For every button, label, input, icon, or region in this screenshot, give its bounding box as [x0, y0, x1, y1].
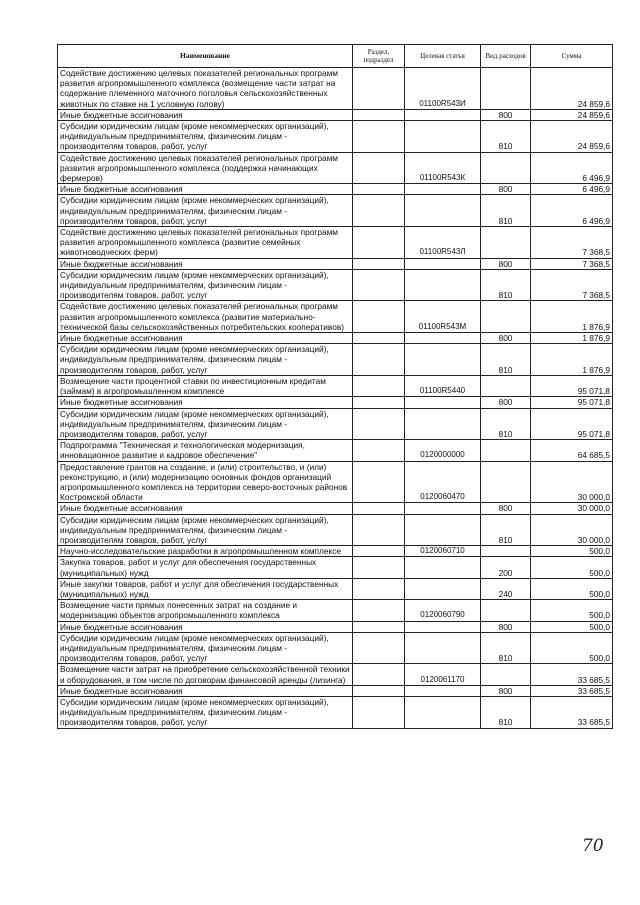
cell-sum: 30 000,0	[531, 514, 613, 546]
table-row	[58, 152, 613, 184]
cell-name: Иные бюджетные ассигнования	[58, 333, 353, 344]
cell-sum: 33 685,5	[531, 685, 613, 696]
cell-name: Субсидии юридическим лицам (кроме некоммерческих организаций), индивидуальным предпринимателям, физическим лицам - производителям товаров, работ, услуг	[58, 344, 353, 376]
cell-section	[353, 503, 405, 514]
cell-kind: 800	[481, 258, 531, 269]
header-section: Раздел, подраздел	[353, 45, 405, 68]
cell-section	[353, 514, 405, 546]
table-row	[58, 440, 613, 461]
cell-section	[353, 461, 405, 503]
cell-kind: 810	[481, 344, 531, 376]
cell-article	[405, 685, 481, 696]
table-row	[58, 344, 613, 376]
cell-article	[405, 344, 481, 376]
cell-sum: 24 859,6	[531, 68, 613, 110]
cell-section	[353, 269, 405, 301]
cell-sum: 95 071,8	[531, 375, 613, 396]
cell-section	[353, 578, 405, 599]
cell-sum: 24 859,6	[531, 121, 613, 153]
cell-kind	[481, 546, 531, 557]
table-row	[58, 546, 613, 557]
cell-section	[353, 152, 405, 184]
table-row	[58, 503, 613, 514]
cell-article: 0120061170	[405, 664, 481, 685]
cell-kind	[481, 227, 531, 259]
cell-name: Иные бюджетные ассигнования	[58, 184, 353, 195]
cell-name: Подпрограмма "Техническая и технологическая модернизация, инновационное развитие и кадровое обеспечение"	[58, 440, 353, 461]
cell-name: Субсидии юридическим лицам (кроме некоммерческих организаций), индивидуальным предпринимателям, физическим лицам - производителям товаров, работ, услуг	[58, 408, 353, 440]
cell-kind: 810	[481, 696, 531, 728]
cell-article	[405, 269, 481, 301]
table-row	[58, 578, 613, 599]
table-row	[58, 557, 613, 578]
cell-name: Возмещение части затрат на приобретение сельскохозяйственной техники и оборудования, в том числе по договорам финансовой аренды (лизинга)	[58, 664, 353, 685]
table-row	[58, 375, 613, 396]
cell-kind	[481, 375, 531, 396]
cell-section	[353, 227, 405, 259]
header-article: Целевая статья	[405, 45, 481, 68]
cell-sum: 7 368,5	[531, 258, 613, 269]
cell-kind: 800	[481, 333, 531, 344]
cell-article	[405, 632, 481, 664]
cell-name: Возмещение части процентной ставки по инвестиционным кредитам (займам) в агропромышленном комплексе	[58, 375, 353, 396]
page-number: 70	[582, 836, 604, 856]
header-sum: Сумма	[531, 45, 613, 68]
cell-section	[353, 557, 405, 578]
cell-kind: 810	[481, 632, 531, 664]
cell-name: Содействие достижению целевых показателей региональных программ развития агропромышленного комплекса (возмещение части затрат на содержание племенного маточного поголовья сельскохозяйственных животных по ставке на 1 условную голову)	[58, 68, 353, 110]
cell-sum: 500,0	[531, 578, 613, 599]
cell-kind: 810	[481, 121, 531, 153]
cell-name: Иные бюджетные ассигнования	[58, 621, 353, 632]
table-row	[58, 600, 613, 621]
cell-sum: 1 876,9	[531, 344, 613, 376]
cell-section	[353, 546, 405, 557]
table-row	[58, 397, 613, 408]
cell-section	[353, 440, 405, 461]
cell-article	[405, 621, 481, 632]
table-row	[58, 621, 613, 632]
cell-sum: 500,0	[531, 621, 613, 632]
cell-kind: 200	[481, 557, 531, 578]
cell-article	[405, 258, 481, 269]
cell-sum: 7 368,5	[531, 269, 613, 301]
cell-sum: 33 685,5	[531, 696, 613, 728]
cell-kind: 810	[481, 195, 531, 227]
cell-kind	[481, 301, 531, 333]
cell-kind	[481, 461, 531, 503]
cell-section	[353, 258, 405, 269]
cell-section	[353, 408, 405, 440]
cell-section	[353, 121, 405, 153]
cell-name: Иные бюджетные ассигнования	[58, 685, 353, 696]
cell-sum: 30 000,0	[531, 461, 613, 503]
cell-article	[405, 557, 481, 578]
cell-section	[353, 685, 405, 696]
cell-kind: 800	[481, 397, 531, 408]
cell-section	[353, 333, 405, 344]
cell-kind: 800	[481, 184, 531, 195]
cell-section	[353, 68, 405, 110]
table-row	[58, 514, 613, 546]
cell-section	[353, 632, 405, 664]
cell-article: 01100R543М	[405, 301, 481, 333]
header-kind: Вид расходов	[481, 45, 531, 68]
cell-section	[353, 109, 405, 120]
cell-name: Содействие достижению целевых показателей региональных программ развития агропромышленного комплекса (развитие семейных животноводческих ферм)	[58, 227, 353, 259]
cell-name: Иные бюджетные ассигнования	[58, 397, 353, 408]
cell-sum: 7 368,5	[531, 227, 613, 259]
cell-name: Иные бюджетные ассигнования	[58, 258, 353, 269]
cell-section	[353, 184, 405, 195]
cell-kind	[481, 68, 531, 110]
cell-article: 01100R543Л	[405, 227, 481, 259]
cell-section	[353, 696, 405, 728]
cell-kind: 800	[481, 621, 531, 632]
cell-name: Субсидии юридическим лицам (кроме некоммерческих организаций), индивидуальным предпринимателям, физическим лицам - производителям товаров, работ, услуг	[58, 632, 353, 664]
cell-kind: 800	[481, 685, 531, 696]
cell-section	[353, 301, 405, 333]
cell-name: Предоставление грантов на создание, и (или) строительство, и (или) реконструкцию, и (или) модернизацию основных фондов организаций агропромышленного комплекса на территории северо-восточных районов Костромской области	[58, 461, 353, 503]
cell-sum: 1 876,9	[531, 301, 613, 333]
cell-name: Субсидии юридическим лицам (кроме некоммерческих организаций), индивидуальным предпринимателям, физическим лицам - производителям товаров, работ, услуг	[58, 696, 353, 728]
cell-sum: 500,0	[531, 546, 613, 557]
cell-article	[405, 503, 481, 514]
cell-article	[405, 184, 481, 195]
cell-section	[353, 397, 405, 408]
table-row	[58, 685, 613, 696]
cell-article: 0120060470	[405, 461, 481, 503]
table-row	[58, 68, 613, 110]
cell-kind: 810	[481, 514, 531, 546]
cell-sum: 6 496,9	[531, 152, 613, 184]
cell-article	[405, 195, 481, 227]
cell-section	[353, 621, 405, 632]
cell-sum: 33 685,5	[531, 664, 613, 685]
table-row	[58, 301, 613, 333]
cell-kind	[481, 440, 531, 461]
cell-name: Возмещение части прямых понесенных затрат на создание и модернизацию объектов агропромышленного комплекса	[58, 600, 353, 621]
cell-name: Иные закупки товаров, работ и услуг для обеспечения государственных (муниципальных) нужд	[58, 578, 353, 599]
cell-article: 01100R543К	[405, 152, 481, 184]
header-name: Наименование	[58, 45, 353, 68]
cell-article: 01100R543И	[405, 68, 481, 110]
cell-name: Иные бюджетные ассигнования	[58, 503, 353, 514]
table-row	[58, 333, 613, 344]
cell-name: Содействие достижению целевых показателей региональных программ развития агропромышленного комплекса (поддержка начинающих фермеров)	[58, 152, 353, 184]
cell-kind	[481, 600, 531, 621]
cell-sum: 30 000,0	[531, 503, 613, 514]
table-row	[58, 696, 613, 728]
budget-table	[57, 44, 613, 729]
table-row	[58, 269, 613, 301]
cell-kind: 800	[481, 109, 531, 120]
cell-name: Субсидии юридическим лицам (кроме некоммерческих организаций), индивидуальным предпринимателям, физическим лицам - производителям товаров, работ, услуг	[58, 514, 353, 546]
cell-article: 0120060710	[405, 546, 481, 557]
cell-section	[353, 375, 405, 396]
cell-name: Содействие достижению целевых показателей региональных программ развития агропромышленного комплекса (развитие материально-технической базы сельскохозяйственных потребительских кооперативов)	[58, 301, 353, 333]
cell-article: 0120000000	[405, 440, 481, 461]
cell-name: Закупка товаров, работ и услуг для обеспечения государственных (муниципальных) нужд	[58, 557, 353, 578]
table-body	[58, 68, 613, 729]
cell-sum: 95 071,8	[531, 408, 613, 440]
cell-section	[353, 344, 405, 376]
cell-sum: 500,0	[531, 600, 613, 621]
cell-article	[405, 109, 481, 120]
table-row	[58, 121, 613, 153]
table-row	[58, 408, 613, 440]
cell-section	[353, 195, 405, 227]
cell-section	[353, 664, 405, 685]
cell-kind	[481, 152, 531, 184]
cell-article	[405, 121, 481, 153]
cell-sum: 500,0	[531, 557, 613, 578]
cell-sum: 24 859,6	[531, 109, 613, 120]
cell-article: 01100R5440	[405, 375, 481, 396]
header-row	[58, 45, 613, 68]
cell-sum: 64 685,5	[531, 440, 613, 461]
cell-sum: 6 496,9	[531, 184, 613, 195]
table-row	[58, 184, 613, 195]
table-row	[58, 195, 613, 227]
cell-name: Иные бюджетные ассигнования	[58, 109, 353, 120]
cell-section	[353, 600, 405, 621]
table-row	[58, 109, 613, 120]
cell-article	[405, 408, 481, 440]
table-row	[58, 632, 613, 664]
cell-kind: 240	[481, 578, 531, 599]
cell-article	[405, 333, 481, 344]
cell-kind: 800	[481, 503, 531, 514]
cell-sum: 500,0	[531, 632, 613, 664]
cell-kind: 810	[481, 269, 531, 301]
cell-name: Субсидии юридическим лицам (кроме некоммерческих организаций), индивидуальным предпринимателям, физическим лицам - производителям товаров, работ, услуг	[58, 195, 353, 227]
cell-article	[405, 578, 481, 599]
cell-sum: 95 071,8	[531, 397, 613, 408]
table-row	[58, 461, 613, 503]
cell-article	[405, 514, 481, 546]
table-row	[58, 227, 613, 259]
cell-sum: 6 496,9	[531, 195, 613, 227]
cell-sum: 1 876,9	[531, 333, 613, 344]
cell-name: Субсидии юридическим лицам (кроме некоммерческих организаций), индивидуальным предпринимателям, физическим лицам - производителям товаров, работ, услуг	[58, 269, 353, 301]
cell-article	[405, 397, 481, 408]
cell-article: 0120060790	[405, 600, 481, 621]
cell-article	[405, 696, 481, 728]
table-row	[58, 664, 613, 685]
cell-kind: 810	[481, 408, 531, 440]
cell-name: Субсидии юридическим лицам (кроме некоммерческих организаций), индивидуальным предпринимателям, физическим лицам - производителям товаров, работ, услуг	[58, 121, 353, 153]
cell-kind	[481, 664, 531, 685]
cell-name: Научно-исследовательские разработки в агропромышленном комплексе	[58, 546, 353, 557]
table-row	[58, 258, 613, 269]
